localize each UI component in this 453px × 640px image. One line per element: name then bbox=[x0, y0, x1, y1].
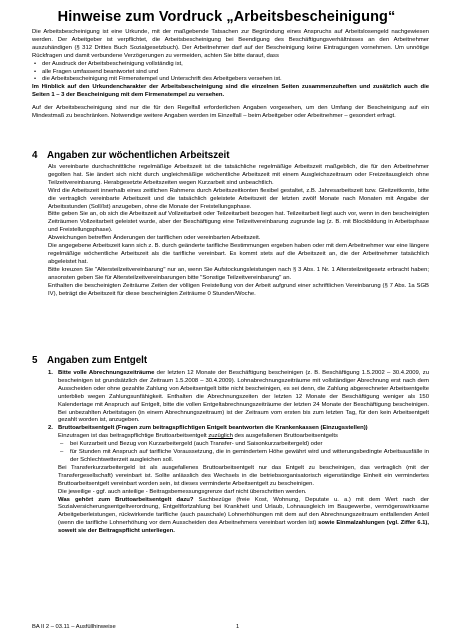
section-title: Angaben zur wöchentlichen Arbeitszeit bbox=[47, 150, 230, 161]
list-item: • die Arbeitsbescheinigung mit Firmenstempel und Unterschrift des Arbeitgebers versehen ist. bbox=[32, 76, 429, 84]
intro-bold-note: Im Hinblick auf den Urkundencharakter der Arbeitsbescheinigung sind die einzelnen Seiten zusammenzuheften und zusätzlich auch die Seiten 1 – 3 der Bescheinigung mit dem Firmenstempel zu versehen. bbox=[32, 84, 429, 99]
list-item: • der Ausdruck der Arbeitsbescheinigung vollständig ist, bbox=[32, 61, 429, 69]
list-item: – für Stunden mit Anspruch auf tarifliche Voraussetzung, die in gemindertem Höhe gewährt wird und witterungsbedingte Arbeitsausfälle in der Schlechtwetterzeit ausgleichen soll. bbox=[58, 449, 429, 465]
paragraph: Bei Transferkurzarbeitergeld ist als ausgefallenes Bruttoarbeitsentgelt nur das Entgelt zu bescheinigen, das vertraglich (mit der Transfergesellschaft) vereinbart ist. Sollte anlässlich des Wechsels in die betriebsorganisatorisch eigenständige Einheit ein vermindertes Bruttoarbeitsentgelt vereinbart worden sein, ist dieses verminderte Arbeitsentgelt zu bescheinigen. bbox=[58, 464, 429, 487]
list-item: • alle Fragen umfassend beantwortet sind und bbox=[32, 69, 429, 77]
intro-last-paragraph: Auf der Arbeitsbescheinigung sind nur die für den Regelfall erforderlichen Angaben vorgesehen, um den Umfang der Bescheinigung auf ein Mindestmaß zu beschränken. Notwendige weitere Angaben werden im Einzelfall – beim Arbeitgeber oder Arbeitnehmer – gesondert erfragt. bbox=[32, 105, 429, 120]
intro-block bbox=[32, 29, 429, 121]
section-4-body bbox=[48, 164, 429, 298]
text: des ausgefallenen Bruttoarbeitsentgelts bbox=[232, 433, 338, 440]
bold-lead: Was gehört zum Bruttoarbeitsentgelt dazu? bbox=[58, 496, 194, 503]
page-footer bbox=[32, 624, 429, 630]
text: Sachbezüge (freie Kost, Wohnung, Deputate u. a.) mit dem Wert nach der Sozialversicherungsentgeltverordnung, Entgeltfortzahlung bei Krankheit und Urlaub, Lohnausgleich im Baugewerbe, vermögenswirksame Arbeitgeberleistungen, rückwirkende tarifliche (auch pauschale) Lohnerhöhungen mit dem auf den Abrechnungszeitraum entfallenden Anteil (wenn die tarifliche Lohnerhöhung vor dem Ausscheiden des Arbeitnehmers vereinbart worden ist) bbox=[58, 496, 430, 527]
section-5-list bbox=[48, 370, 429, 536]
list-item bbox=[48, 425, 429, 536]
section-5-heading bbox=[32, 355, 147, 366]
dash-list bbox=[58, 441, 429, 465]
paragraph: Bitte kreuzen Sie "Altersteilzeitvereinbarung" nur an, wenn Sie Aufstockungsleistungen nach § 3 Abs. 1 Nr. 1 Altersteilzeitgesetz erbracht haben; ansonsten geben Sie für Altersteilzeitvereinbarungen bitte "Sonstige Teilzeitvereinbarung" an. bbox=[48, 266, 429, 281]
footer-doc-id: BA II 2 – 03.11 – Ausfüllhinweise bbox=[32, 624, 116, 630]
section-4-heading bbox=[32, 150, 230, 161]
intro-bullet-list bbox=[32, 61, 429, 85]
item-bold-lead: Bitte volle Abrechnungszeiträume bbox=[58, 370, 155, 376]
paragraph: Als vereinbarte durchschnittliche regelmäßige Arbeitszeit ist die tatsächliche regelmäßige Arbeitszeit maßgeblich, die für den Arbeitnehmer gegolten hat. Sie ändert sich nicht durch ungleichmäßige wöchentliche Arbeitszeit mit einem Ausgleichszeitraum oder Freizeitausgleich ohne Teilzeitvereinbarung. Herabgesetzte Arbeitszeiten wegen Kurzarbeit sind unbeachtlich. bbox=[48, 164, 429, 186]
page-number: 1 bbox=[236, 624, 240, 630]
bold-tail: sowie Einmalzahlungen (vgl. Ziffer 6.1), soweit sie der Beitragspflicht unterliegen. bbox=[58, 520, 429, 535]
item-number: 1. bbox=[48, 370, 53, 376]
page-title: Hinweise zum Vordruck „Arbeitsbescheinigung“ bbox=[57, 9, 396, 25]
list-item bbox=[48, 370, 429, 425]
paragraph: Enthalten die bescheinigten Zeiträume Zeiten der völligen Freistellung von der Arbeit aufgrund einer schriftlichen Vereinbarung (§ 7 Abs. 1a SGB IV), beträgt die Arbeitszeit für diese bescheinigten Zeiträume 0 Stunden/Woche. bbox=[48, 282, 429, 297]
section-number: 4 bbox=[32, 150, 38, 161]
paragraph: Abweichungen betreffen Änderungen der tariflichen oder vereinbarten Arbeitszeit. bbox=[48, 235, 261, 242]
item-text: der letzten 12 Monate der Beschäftigung bescheinigen (z. B. Beschäftigung 1.5.2002 – 30.4.2009, zu bescheinigen ist grundsätzlich der Zeitraum 1.5.2008 – 30.4.2009). Lohnabrechnungszeiträume mit vollständiger Abrechnung erst nach dem Ausscheiden oder ohne gezahlte Zahlung von Arbeitsentgelt bitte nicht bescheinigen, es sei denn, die Zahlung abgerechneter Arbeitsentgelte unterblieb wegen Zahlungsunfähigkeit. Enthalten die Abrechnungszeiten der letzten 12 Monate der Beschäftigung weniger als 150 Kalendertage mit Anspruch auf Entgelt, bitte die vollen Entgeltabrechnungszeiträume der letzten 24 Monate der Beschäftigung bescheinigen. Bei unbezahlten Arbeitstagen (in einem Abrechnungszeitraum) ist der Zeitraum vom ersten bis zum letzten Tag, für den kein Arbeitsentgelt gezahlt worden ist, anzugeben. bbox=[58, 370, 429, 424]
section-number: 5 bbox=[32, 355, 38, 366]
item-number: 2. bbox=[48, 425, 53, 432]
paragraph: Wird die Arbeitszeit innerhalb eines zeitlichen Rahmens durch Arbeitszeitkonten flexibel gestaltet, z.B. Jahresarbeitszeit bzw. Gleitzeitkonto, bitte die vertraglich vereinbarte Arbeitszeit und die tatsächlich geleistete Arbeitszeit der letzten zwölf Monate nach Monaten mit Angabe der Arbeitsstunden (Soll/Ist) anzugeben, ohne die Monate der Freistellungsphase. bbox=[48, 187, 429, 210]
intro-paragraph: Die Arbeitsbescheinigung ist eine Urkunde, mit der maßgebende Tatsachen zur Begründung eines Anspruchs auf Arbeitslosengeld nachgewiesen werden. Der Arbeitgeber ist verpflichtet, die Arbeitsbescheinigung bei Beendigung des Beschäftigungsverhältnisses an den Arbeitnehmer auszuhändigen (§ 312 Drittes Buch Sozialgesetzbuch). Der Arbeitnehmer darf auf der Bescheinigung keine Eintragungen vornehmen. Um unnötige Rückfragen und damit verbundene Verzögerungen zu vermeiden, achten Sie bitte darauf, dass bbox=[32, 29, 429, 59]
section-5-body bbox=[48, 370, 429, 536]
item-bold-lead: Bruttoarbeitsentgelt (Fragen zum beitragspflichtigen Entgelt beantworten die Krankenkassen (Einzugsstellen)) bbox=[58, 425, 368, 432]
paragraph: Die angegebene Arbeitszeit kann sich z. B. durch geänderte tarifliche Bestimmungen ergeben haben oder mit dem Arbeitnehmer war eine längere regelmäßige wöchentliche Arbeitszeit als die tarifliche vereinbart. Es kommt stets auf die Arbeitszeit an, die der Arbeitnehmer tatsächlich abgeleistet hat. bbox=[48, 243, 429, 265]
paragraph: Die jeweilige - ggf. auch anteilige - Beitragsbemessungsgrenze darf nicht überschritten werden. bbox=[58, 488, 307, 495]
paragraph: Bitte geben Sie an, ob sich die Arbeitszeit auf Vollzeitarbeit oder Teilzeitarbeit bezogen hat. Teilzeitarbeit liegt auch vor, wenn in den bescheinigten Zeiträumen Vollzeitarbeit geleistet wurde, aber der Beschäftigung eine Teilzeitvereinbarung zugrunde lag (z. B. mit Blockbildung in Arbeitsphase und Freistellungsphase). bbox=[48, 211, 429, 234]
section-title: Angaben zum Entgelt bbox=[47, 355, 148, 366]
text: Einzutragen ist das beitragspflichtige Bruttoarbeitsentgelt bbox=[58, 433, 209, 440]
list-item: – bei Kurzarbeit und Bezug von Kurzarbeitergeld (auch Transfer- und Saisonkurzarbeitergeld) oder bbox=[58, 441, 429, 449]
underlined-text: zuzüglich bbox=[208, 433, 233, 440]
